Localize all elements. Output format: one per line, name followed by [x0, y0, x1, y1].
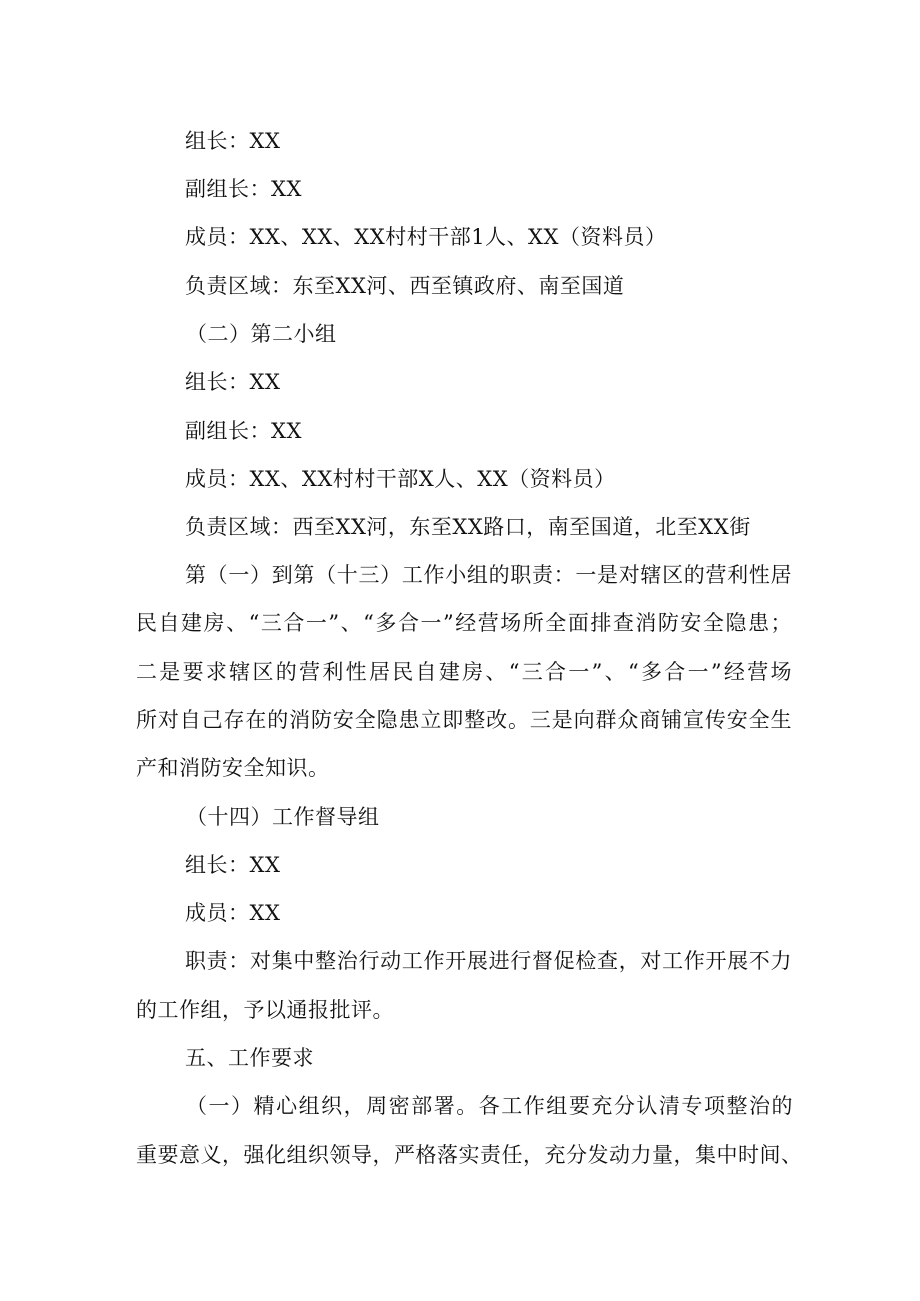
group2-leader: 组长：XX — [185, 370, 281, 394]
group2-deputy: 副组长：XX — [185, 419, 302, 443]
group14-members: 成员：XX — [185, 901, 281, 925]
group14-heading: （十四）工作督导组 — [186, 805, 380, 829]
group2-heading: （二）第二小组 — [186, 322, 337, 346]
group14-duty-line-1: 职责：对集中整治行动工作开展进行督促检查，对工作开展不力 — [185, 949, 792, 973]
group2-members: 成员：XX、XX村村干部X人、XX（资料员） — [185, 467, 616, 491]
section5-para1-line-1: （一）精心组织，周密部署。各工作组要充分认清专项整治的 — [186, 1094, 793, 1118]
duties-line-2: 民自建房、“三合一”、“多合一”经营场所全面排查消防安全隐患； — [136, 611, 792, 635]
group2-area: 负责区域：西至XX河，东至XX路口，南至国道，北至XX街 — [185, 515, 751, 539]
group14-leader: 组长：XX — [185, 853, 281, 877]
section5-para1-line-2: 重要意义，强化组织领导，严格落实责任，充分发动力量，集中时间、 — [136, 1143, 803, 1167]
group1-members: 成员：XX、XX、XX村村干部1人、XX（资料员） — [185, 225, 667, 249]
group14-duty-line-2: 的工作组，予以通报批评。 — [136, 998, 394, 1022]
group1-leader: 组长：XX — [185, 129, 281, 153]
duties-line-1: 第（一）到第（十三）工作小组的职责：一是对辖区的营利性居 — [185, 563, 792, 587]
group1-area: 负责区域：东至XX河、西至镇政府、南至国道 — [185, 274, 625, 298]
duties-line-4: 所对自己存在的消防安全隐患立即整改。三是向群众商铺宣传安全生 — [136, 708, 792, 732]
duties-line-5: 产和消防安全知识。 — [136, 756, 330, 780]
duties-line-3: 二是要求辖区的营利性居民自建房、“三合一”、“多合一”经营场 — [136, 660, 792, 684]
group1-deputy: 副组长：XX — [185, 177, 302, 201]
section5-heading: 五、工作要求 — [185, 1046, 314, 1070]
